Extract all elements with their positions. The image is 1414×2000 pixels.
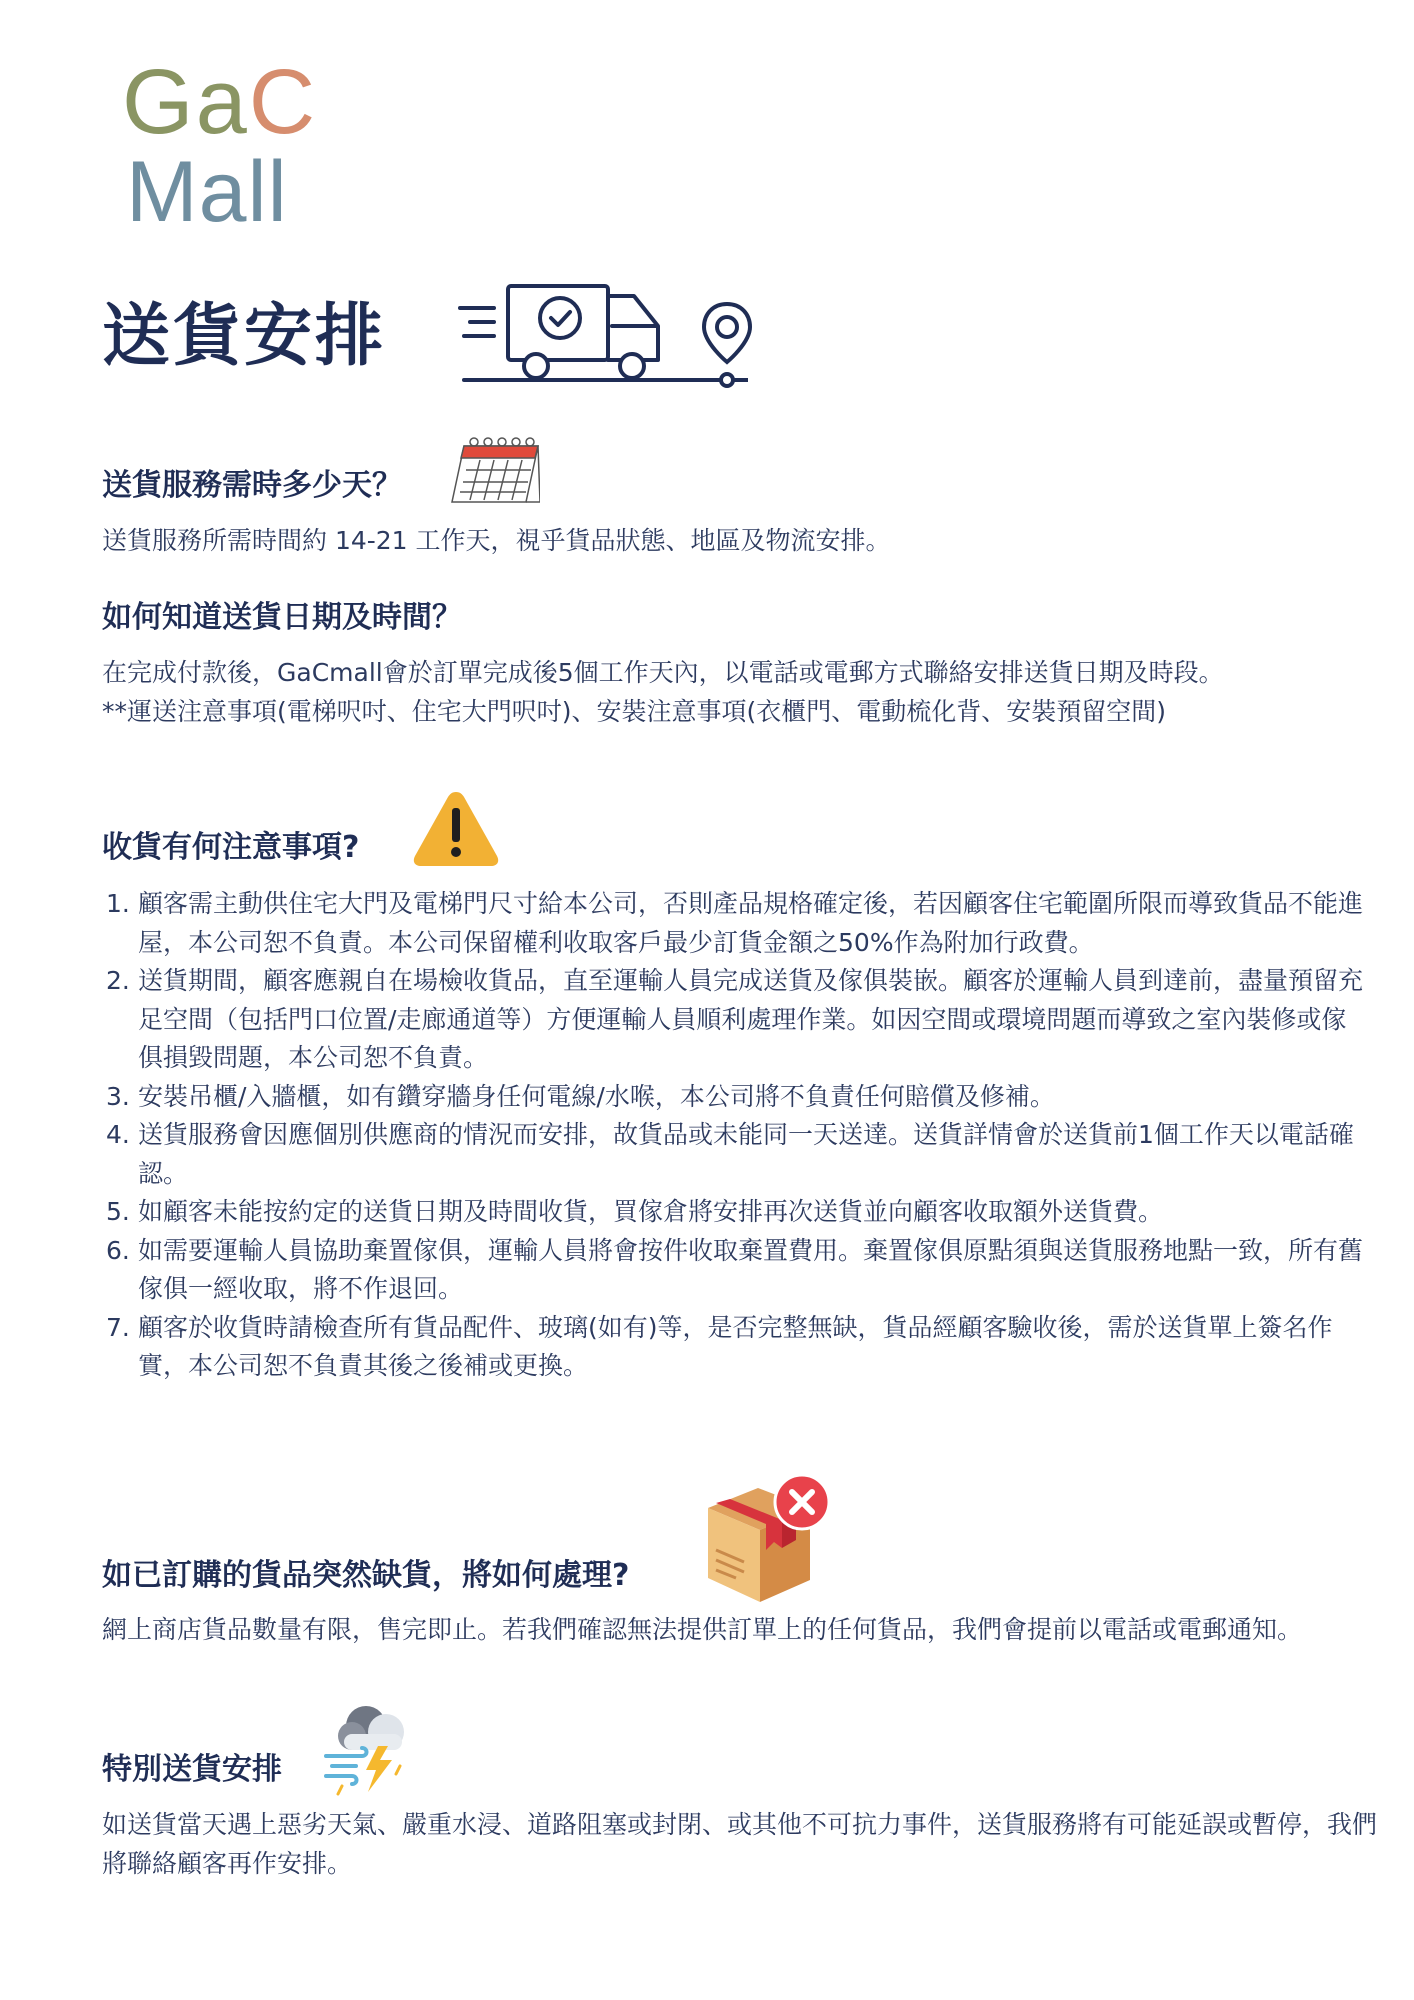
list-item [106,1232,1366,1309]
section-heading-receiving: 收貨有何注意事項? [102,830,360,865]
logo-letter-c: C [248,51,318,153]
list-item-number: 3. [106,1081,130,1111]
list-item [106,1078,1366,1117]
delivery-truck-icon [456,278,666,390]
list-item-number: 5. [106,1197,130,1226]
list-item [106,1309,1366,1386]
list-item-text: 送貨服務會因應個別供應商的情況而安排，故貨品或未能同一天送達。送貨詳情會於送貨前1個工作天以電話確認。 [138,1120,1354,1188]
section-heading-special: 特別送貨安排 [102,1752,282,1787]
list-item-text: 顧客需主動供住宅大門及電梯門尺寸給本公司，否則產品規格確定後，若因顧客住宅範圍所限而導致貨品不能進屋，本公司恕不負責。本公司保留權利收取客戶最少訂貨金額之50%作為附加行政費。 [138,889,1364,957]
location-pin-icon [699,300,755,390]
list-item [106,962,1366,1078]
list-item-text: 如顧客未能按約定的送貨日期及時間收貨，買傢倉將安排再次送貨並向顧客收取額外送貨費。 [138,1197,1164,1226]
list-item-text: 送貨期間，顧客應親自在場檢收貨品，直至運輸人員完成送貨及傢俱裝嵌。顧客於運輸人員到達前，盡量預留充足空間（包括門口位置/走廊通道等）方便運輸人員順利處理作業。如因空間或環境問題而導致之室內裝修或傢俱損毀問題，本公司恕不負責。 [138,966,1364,1072]
section-body-out-of-stock-line1 [102,1610,1382,1649]
list-item-number: 4. [106,1120,130,1149]
list-item [106,1193,1366,1232]
section-body-special: 如送貨當天遇上惡劣天氣、嚴重水浸、道路阻塞或封閉、或其他不可抗力事件，送貨服務將有可能延誤或暫停，我們將聯絡顧客再作安排。 [102,1810,1378,1878]
damaged-box-icon [700,1470,832,1606]
section-heading-out-of-stock: 如已訂購的貨品突然缺貨，將如何處理? [102,1558,630,1593]
logo-top [122,52,317,152]
page-title: 送貨安排 [102,297,387,376]
section-body-schedule-line2: **運送注意事項(電梯呎吋、住宅大門呎吋)、安裝注意事項(衣櫃門、電動梳化背、安裝預留空間) [102,697,1167,726]
section-body-days: 送貨服務所需時間約 14-21 工作天，視乎貨品狀態、地區及物流安排。 [102,526,891,555]
logo-bottom: Mall [126,144,288,240]
storm-icon [322,1700,418,1796]
logo-letter-g: G [122,51,196,153]
warning-icon [412,788,500,868]
out-of-stock-text: 網上商店貨品數量有限，售完即止。若我們確認無法提供訂單上的任何貨品，我們會提前以電話或電郵通知。 [102,1615,1303,1644]
list-item-text: 顧客於收貨時請檢查所有貨品配件、玻璃(如有)等，是否完整無缺，貨品經顧客驗收後，需於送貨單上簽名作實，本公司恕不負責其後之後補或更換。 [138,1312,1333,1380]
section-heading-schedule: 如何知道送貨日期及時間？ [102,600,462,635]
list-item-text: 如需要運輸人員協助棄置傢俱，運輸人員將會按件收取棄置費用。棄置傢俱原點須與送貨服務地點一致，所有舊傢俱一經收取，將不作退回。 [138,1235,1364,1303]
list-item-number: 1. [106,889,130,918]
list-item-text: 安裝吊櫃/入牆櫃，如有鑽穿牆身任何電線/水喉，本公司將不負責任何賠償及修補。 [138,1081,1055,1111]
calendar-icon [446,432,540,506]
list-item [106,885,1366,962]
list-item-number: 7. [106,1312,130,1342]
receiving-notes-list [106,885,1366,1386]
list-item [106,1116,1366,1193]
section-body-schedule-line1: 在完成付款後，GaCmall會於訂單完成後5個工作天內，以電話或電郵方式聯絡安排送貨日期及時段。 [102,658,1224,687]
section-heading-days: 送貨服務需時多少天？ [102,468,402,503]
list-item-number: 2. [106,966,130,995]
list-item-number: 6. [106,1235,130,1265]
logo-letter-a: a [195,51,249,153]
